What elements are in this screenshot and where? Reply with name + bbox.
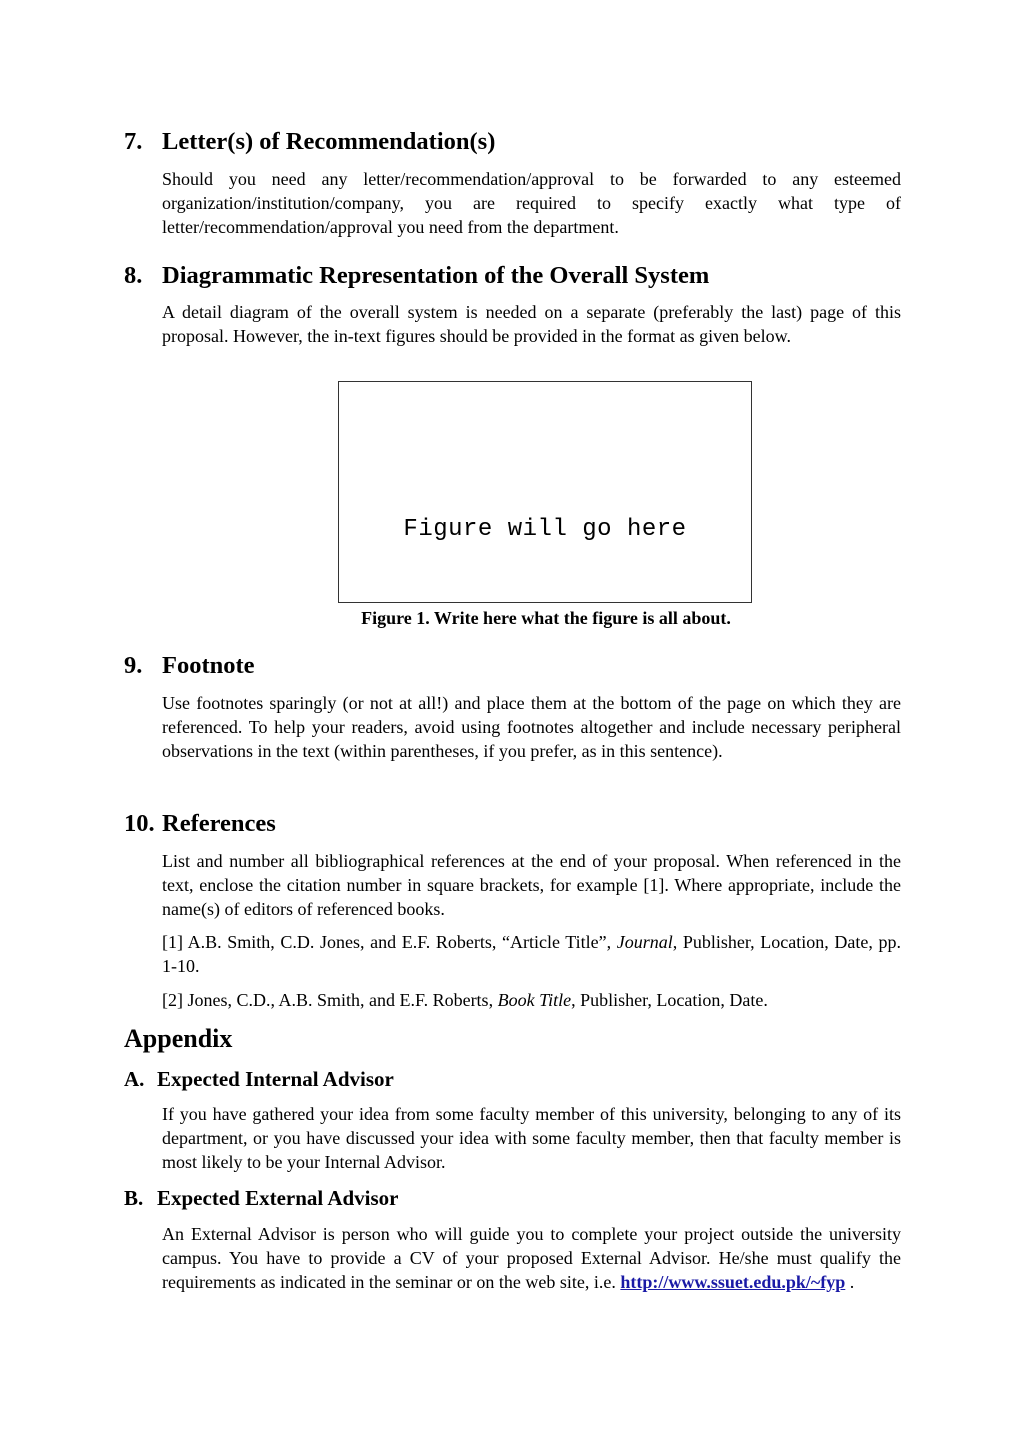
- appendix-body-tail: .: [845, 1272, 855, 1292]
- section-title: References: [162, 810, 276, 837]
- reference-text: , Publisher, Location, Date, pp. 1-10.: [162, 932, 901, 976]
- figure-placeholder-text: Figure will go here: [403, 516, 687, 543]
- figure-caption: Figure 1. Write here what the figure is all about.: [361, 608, 731, 628]
- appendix-heading: Appendix: [124, 1024, 233, 1053]
- appendix-body-text: An External Advisor is person who will guide you to complete your project outside the university campus. You have to provide a CV of your proposed External Advisor. He/she must qualify the requirements as indicated in the seminar or on the web site, i.e.: [162, 1224, 901, 1292]
- section-title: Letter(s) of Recommendation(s): [162, 128, 496, 155]
- section-body-9: Use footnotes sparingly (or not at all!) and place them at the bottom of the page on which they are referenced. To help your readers, avoid using footnotes altogether and include necessary peripheral observations in the text (within parentheses, if you prefer, as in this sentence).: [162, 693, 901, 761]
- fyp-website-link[interactable]: http://www.ssuet.edu.pk/~fyp: [620, 1272, 846, 1292]
- reference-item: [162, 988, 901, 1012]
- section-heading-8: [124, 262, 709, 290]
- reference-text: [1] A.B. Smith, C.D. Jones, and E.F. Roberts, “Article Title”,: [162, 932, 617, 952]
- section-title: Footnote: [162, 652, 255, 679]
- reference-item: [162, 930, 901, 978]
- reference-italic: Journal: [616, 932, 673, 952]
- reference-text: [2] Jones, C.D., A.B. Smith, and E.F. Roberts,: [162, 990, 498, 1010]
- section-body-8: A detail diagram of the overall system is needed on a separate (preferably the last) page of this proposal. However, the in-text figures should be provided in the format as given below.: [162, 302, 901, 346]
- appendix-body-b: [162, 1222, 901, 1294]
- appendix-subtitle: Expected External Advisor: [157, 1186, 399, 1210]
- section-body-7: Should you need any letter/recommendation/approval to be forwarded to any esteemed organization/institution/company, you are required to specify exactly what type of letter/recommendation/approval you need from the department.: [162, 169, 901, 237]
- appendix-subheading-a: [124, 1067, 394, 1091]
- figure-placeholder-box: [338, 381, 752, 603]
- section-heading-9: [124, 652, 255, 680]
- reference-text: , Publisher, Location, Date.: [571, 990, 768, 1010]
- appendix-letter: B.: [124, 1186, 144, 1210]
- section-heading-10: [124, 810, 276, 838]
- section-number: 10.: [124, 810, 155, 837]
- section-number: 9.: [124, 652, 143, 679]
- section-heading-7: [124, 128, 495, 156]
- section-title: Diagrammatic Representation of the Overall System: [162, 262, 710, 289]
- appendix-subheading-b: [124, 1186, 399, 1210]
- section-number: 8.: [124, 262, 143, 289]
- reference-italic: Book Title: [497, 990, 572, 1010]
- appendix-letter: A.: [124, 1067, 145, 1091]
- section-number: 7.: [124, 128, 143, 155]
- appendix-body-a: If you have gathered your idea from some faculty member of this university, belonging to any of its department, or you have discussed your idea with some faculty member, then that faculty member is most likely to be your Internal Advisor.: [162, 1104, 901, 1172]
- section-body-10: List and number all bibliographical references at the end of your proposal. When referenced in the text, enclose the citation number in square brackets, for example [1]. Where appropriate, include the name(s) of editors of referenced books.: [162, 851, 901, 919]
- appendix-subtitle: Expected Internal Advisor: [157, 1067, 394, 1091]
